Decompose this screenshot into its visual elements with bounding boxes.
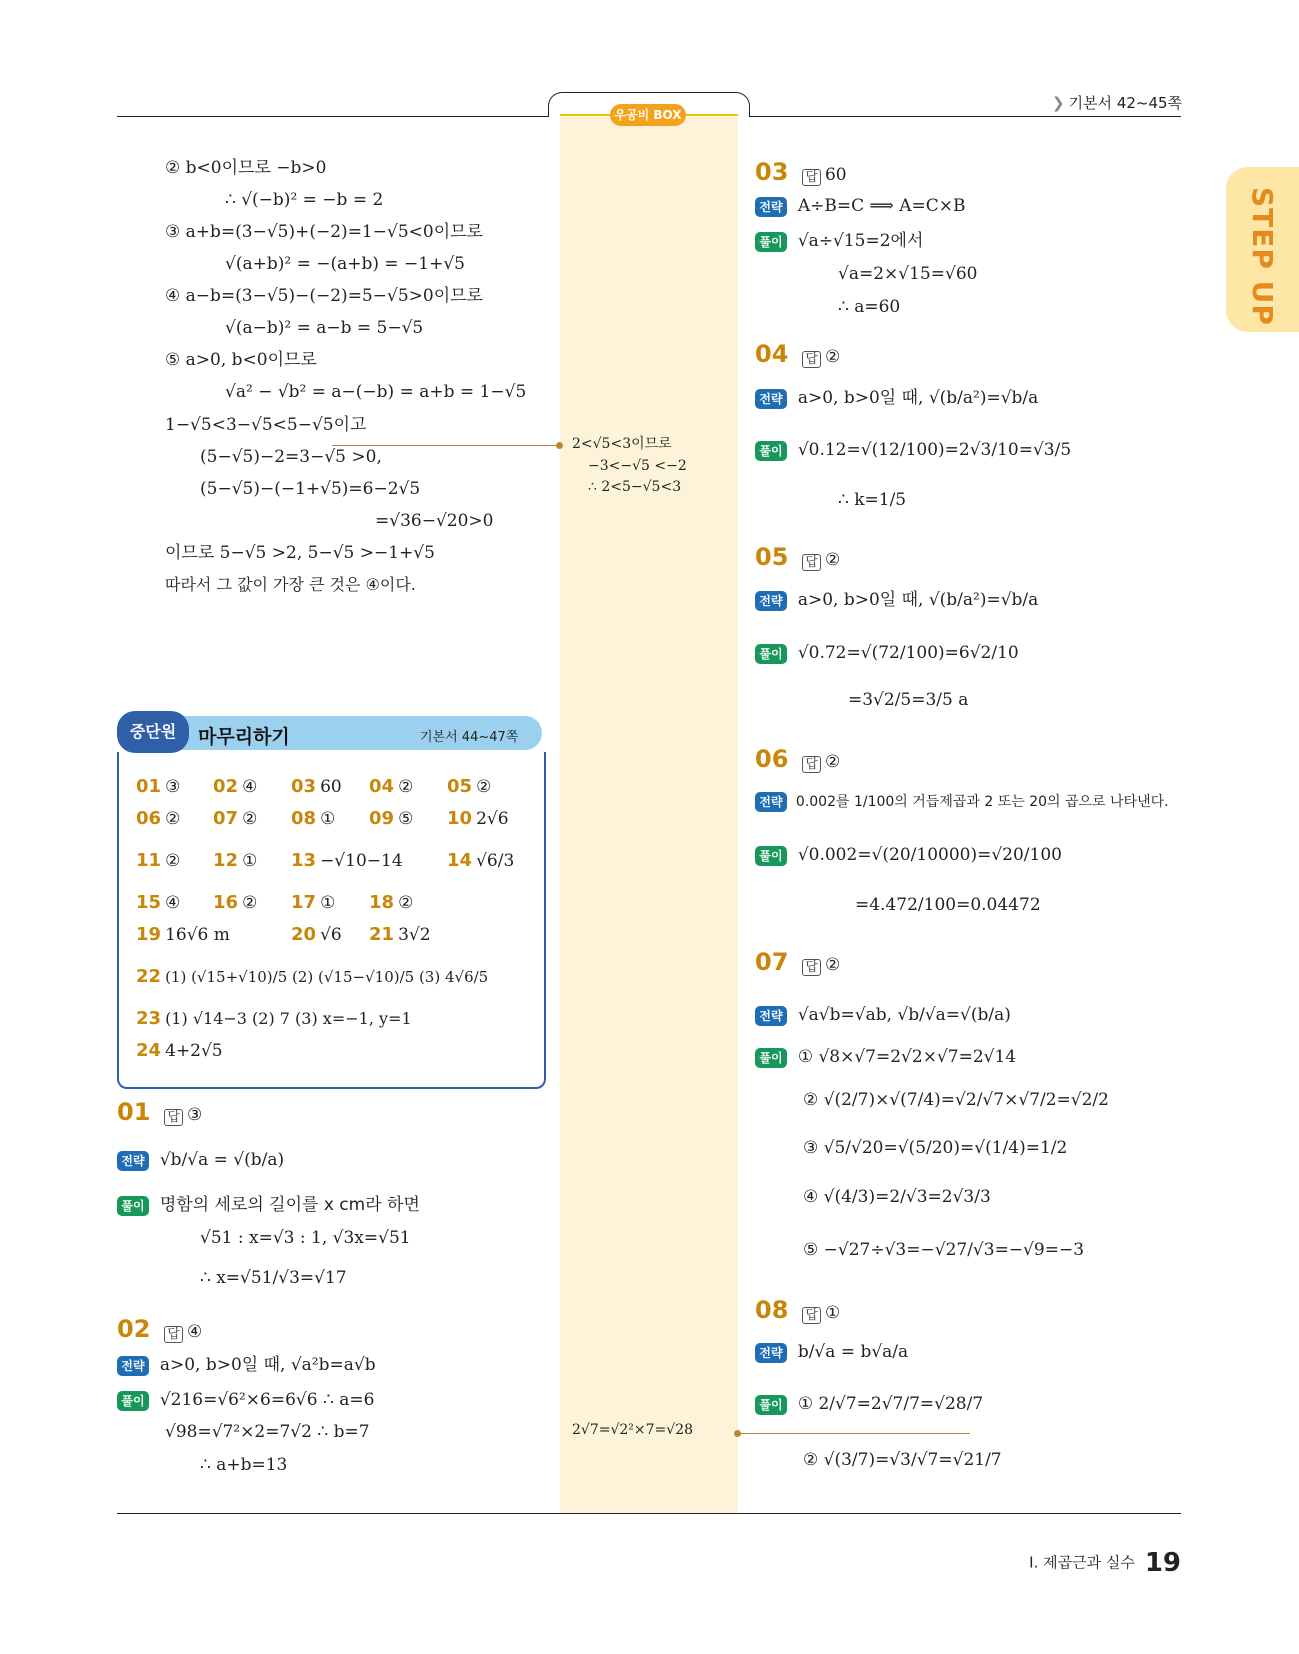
problem-03-strategy xyxy=(755,196,966,217)
ans-val: ② xyxy=(476,777,492,797)
strategy-tag: 전략 xyxy=(755,792,787,812)
strategy-text: a>0, b>0일 때, √(b/a²)=√b/a xyxy=(797,388,1039,408)
ans-num: 19 xyxy=(136,924,162,945)
ans-val: ① xyxy=(242,851,258,871)
problem-01-header xyxy=(117,1098,202,1126)
ans-num: 13 xyxy=(291,850,317,871)
solution-line: ④ √(4/3)=2/√3=2√3/3 xyxy=(803,1187,991,1207)
review-reference: 기본서 44~47쪽 xyxy=(420,730,519,745)
answer-icon: 답 xyxy=(802,1307,821,1324)
problem-03-header xyxy=(755,158,847,186)
note-line: −3<−√5 <−2 xyxy=(588,457,687,474)
connector-line xyxy=(738,1433,970,1434)
problem-02-solution xyxy=(117,1390,374,1411)
problem-05-strategy xyxy=(755,590,1038,611)
review-answer xyxy=(213,808,257,829)
center-note-column xyxy=(560,117,738,1513)
problem-07-header xyxy=(755,948,840,976)
review-answer xyxy=(213,892,257,913)
strategy-text: 0.002를 1/100의 거듭제곱과 2 또는 20의 곱으로 나타낸다. xyxy=(795,794,1169,810)
problem-03-solution xyxy=(755,231,923,252)
answer-value: ④ xyxy=(186,1322,203,1342)
page-footer xyxy=(1029,1548,1181,1578)
problem-08-header xyxy=(755,1296,840,1324)
solution-line: ∴ a=60 xyxy=(838,297,901,317)
problem-01-solution xyxy=(117,1195,420,1216)
ans-num: 03 xyxy=(291,776,317,797)
ans-num: 12 xyxy=(213,850,239,871)
ans-num: 11 xyxy=(136,850,162,871)
note-line: 2<√5<3이므로 xyxy=(572,436,672,452)
solution-line: √0.002=√(20/10000)=√20/100 xyxy=(797,845,1062,865)
ans-num: 20 xyxy=(291,924,317,945)
review-answer xyxy=(136,1040,223,1061)
review-answer xyxy=(213,776,257,797)
solution-line: =3√2/5=3/5 a xyxy=(848,690,969,710)
problem-05-solution xyxy=(755,643,1019,664)
problem-07-solution xyxy=(755,1047,1016,1068)
problem-08-solution xyxy=(755,1394,983,1415)
sol-line: 이므로 5−√5 >2, 5−√5 >−1+√5 xyxy=(165,543,435,563)
ans-num: 08 xyxy=(291,808,317,829)
sol-line: 1−√5<3−√5<5−√5이고 xyxy=(165,415,367,435)
problem-04-solution xyxy=(755,440,1071,461)
solution-tag: 풀이 xyxy=(755,1395,787,1415)
solution-line: ③ √5/√20=√(5/20)=√(1/4)=1/2 xyxy=(803,1138,1068,1158)
strategy-text: b/√a = b√a/a xyxy=(797,1342,909,1362)
answer-icon: 답 xyxy=(164,1326,183,1343)
problem-number: 08 xyxy=(755,1296,789,1324)
sol-line: √(a+b)² = −(a+b) = −1+√5 xyxy=(225,254,466,274)
ans-val: ② xyxy=(165,809,181,829)
strategy-tag: 전략 xyxy=(755,1343,787,1363)
sol-line: ∴ √(−b)² = −b = 2 xyxy=(225,190,384,210)
review-answer xyxy=(369,808,413,829)
header-ref-text: 기본서 42~45쪽 xyxy=(1068,94,1183,112)
review-answer xyxy=(369,776,413,797)
connector-dot xyxy=(734,1430,741,1437)
solution-line: √0.12=√(12/100)=2√3/10=√3/5 xyxy=(797,440,1072,460)
ans-val: ① xyxy=(320,893,336,913)
solution-tag: 풀이 xyxy=(755,232,787,252)
solution-line: ① 2/√7=2√7/7=√28/7 xyxy=(797,1394,984,1414)
answer-icon: 답 xyxy=(164,1109,183,1126)
ans-val: ① xyxy=(320,809,336,829)
answer-value: ② xyxy=(824,752,841,772)
chevron-right-icon: ❯ xyxy=(1052,94,1065,112)
problem-02-strategy xyxy=(117,1355,376,1376)
sol-line: ④ a−b=(3−√5)−(−2)=5−√5>0이므로 xyxy=(165,286,483,306)
review-answer xyxy=(291,924,342,945)
solution-line: ① √8×√7=2√2×√7=2√14 xyxy=(797,1047,1017,1067)
answer-icon: 답 xyxy=(802,169,821,186)
ans-val: ④ xyxy=(165,893,181,913)
solution-tag: 풀이 xyxy=(117,1391,149,1411)
answer-icon: 답 xyxy=(802,756,821,773)
problem-08-strategy xyxy=(755,1342,908,1363)
center-note-1 xyxy=(572,434,687,499)
answer-value: ② xyxy=(824,347,841,367)
strategy-text: a>0, b>0일 때, √(b/a²)=√b/a xyxy=(797,590,1039,610)
ans-val: ② xyxy=(398,893,414,913)
review-answer-box xyxy=(117,752,546,1089)
problem-06-solution xyxy=(755,845,1062,866)
page-number: 19 xyxy=(1144,1548,1181,1578)
strategy-text: a>0, b>0일 때, √a²b=a√b xyxy=(159,1355,376,1375)
ans-val: √6 xyxy=(320,925,342,945)
strategy-tag: 전략 xyxy=(755,389,787,409)
ans-val: ⑤ xyxy=(398,809,414,829)
answer-value: ② xyxy=(824,955,841,975)
answer-value: ③ xyxy=(186,1105,203,1125)
ans-val: ② xyxy=(165,851,181,871)
solution-line: √98=√7²×2=7√2 ∴ b=7 xyxy=(165,1422,370,1442)
strategy-tag: 전략 xyxy=(117,1151,149,1171)
solution-tag: 풀이 xyxy=(117,1196,149,1216)
ans-val: 2√6 xyxy=(476,809,509,829)
ans-val: ② xyxy=(398,777,414,797)
review-answer xyxy=(136,924,230,945)
ans-num: 06 xyxy=(136,808,162,829)
review-answer xyxy=(447,850,514,871)
ans-val: 60 xyxy=(320,777,342,797)
ans-num: 23 xyxy=(136,1008,162,1029)
problem-number: 06 xyxy=(755,745,789,773)
solution-line: √a÷√15=2에서 xyxy=(797,231,924,251)
strategy-text: A÷B=C ⟹ A=C×B xyxy=(797,196,966,216)
ans-num: 07 xyxy=(213,808,239,829)
strategy-tag: 전략 xyxy=(755,197,787,217)
problem-04-strategy xyxy=(755,388,1038,409)
sol-line: ② b<0이므로 −b>0 xyxy=(165,158,327,178)
solution-line: ② √(2/7)×√(7/4)=√2/√7×√7/2=√2/2 xyxy=(803,1090,1109,1110)
solution-tag: 풀이 xyxy=(755,1048,787,1068)
ans-num: 21 xyxy=(369,924,395,945)
ans-val: −√10−14 xyxy=(320,851,403,871)
review-answer xyxy=(213,850,257,871)
solution-line: √216=√6²×6=6√6 ∴ a=6 xyxy=(159,1390,375,1410)
answer-icon: 답 xyxy=(802,554,821,571)
solution-line: ∴ x=√51/√3=√17 xyxy=(200,1268,347,1288)
solution-tag: 풀이 xyxy=(755,846,787,866)
solution-line: √a=2×√15=√60 xyxy=(838,264,978,284)
review-label: 중단원 xyxy=(117,711,189,753)
ans-num: 04 xyxy=(369,776,395,797)
problem-number: 03 xyxy=(755,158,789,186)
ans-num: 16 xyxy=(213,892,239,913)
solution-line: =4.472/100=0.04472 xyxy=(855,895,1041,915)
solution-line: ⑤ −√27÷√3=−√27/√3=−√9=−3 xyxy=(803,1240,1085,1260)
sol-line: (5−√5)−(−1+√5)=6−2√5 xyxy=(200,479,421,499)
review-title: 마무리하기 xyxy=(198,726,290,748)
ans-num: 09 xyxy=(369,808,395,829)
ans-val: ② xyxy=(242,809,258,829)
sol-line: =√36−√20>0 xyxy=(375,511,494,531)
ans-num: 01 xyxy=(136,776,162,797)
problem-02-header xyxy=(117,1315,202,1343)
solution-line: ② √(3/7)=√3/√7=√21/7 xyxy=(803,1450,1002,1470)
ans-val: (1) √14−3 (2) 7 (3) x=−1, y=1 xyxy=(165,1009,412,1028)
solution-line: 명함의 세로의 길이를 x cm라 하면 xyxy=(159,1195,420,1215)
solution-tag: 풀이 xyxy=(755,441,787,461)
ans-num: 15 xyxy=(136,892,162,913)
ans-val: √6/3 xyxy=(476,851,515,871)
sol-line: (5−√5)−2=3−√5 >0, xyxy=(200,447,382,467)
problem-07-strategy xyxy=(755,1005,1011,1026)
step-up-tab xyxy=(1226,167,1299,332)
review-answer xyxy=(136,892,180,913)
ans-val: 3√2 xyxy=(398,925,431,945)
solution-line: √0.72=√(72/100)=6√2/10 xyxy=(797,643,1019,663)
note-line: ∴ 2<5−√5<3 xyxy=(588,479,682,496)
ans-val: ③ xyxy=(165,777,181,797)
review-answer xyxy=(136,850,180,871)
ans-val: ② xyxy=(242,893,258,913)
review-answer xyxy=(136,966,488,987)
connector-dot xyxy=(556,442,563,449)
ans-num: 24 xyxy=(136,1040,162,1061)
sol-line: √a² − √b² = a−(−b) = a+b = 1−√5 xyxy=(225,382,527,402)
solution-line: √51 : x=√3 : 1, √3x=√51 xyxy=(200,1228,411,1248)
header-reference xyxy=(1052,92,1182,113)
strategy-text: √b/√a = √(b/a) xyxy=(159,1150,285,1170)
problem-05-header xyxy=(755,543,840,571)
review-answer xyxy=(447,776,491,797)
ans-val: 16√6 m xyxy=(165,925,230,945)
answer-value: ① xyxy=(824,1303,841,1323)
answer-icon: 답 xyxy=(802,959,821,976)
answer-value: ② xyxy=(824,550,841,570)
solution-tag: 풀이 xyxy=(755,644,787,664)
solution-line: ∴ a+b=13 xyxy=(200,1455,288,1475)
review-answer xyxy=(291,850,403,871)
review-answer xyxy=(369,924,431,945)
strategy-tag: 전략 xyxy=(117,1356,149,1376)
problem-06-strategy xyxy=(755,792,1169,812)
problem-number: 05 xyxy=(755,543,789,571)
ans-val: ④ xyxy=(242,777,258,797)
ans-num: 14 xyxy=(447,850,473,871)
ans-val: 4+2√5 xyxy=(165,1041,223,1061)
ans-num: 05 xyxy=(447,776,473,797)
step-up-label: STEP UP xyxy=(1246,187,1279,326)
ans-num: 17 xyxy=(291,892,317,913)
strategy-tag: 전략 xyxy=(755,1006,787,1026)
answer-value: 60 xyxy=(824,165,847,185)
problem-number: 07 xyxy=(755,948,789,976)
sol-line: √(a−b)² = a−b = 5−√5 xyxy=(225,318,424,338)
ans-val: (1) (√15+√10)/5 (2) (√15−√10)/5 (3) 4√6/5 xyxy=(165,968,489,986)
review-answer xyxy=(291,808,335,829)
review-answer xyxy=(291,892,335,913)
problem-number: 02 xyxy=(117,1315,151,1343)
problem-number: 01 xyxy=(117,1098,151,1126)
connector-line xyxy=(332,445,558,446)
ans-num: 18 xyxy=(369,892,395,913)
answer-icon: 답 xyxy=(802,351,821,368)
center-note-2: 2√7=√2²×7=√28 xyxy=(572,1422,694,1438)
ans-num: 02 xyxy=(213,776,239,797)
problem-04-header xyxy=(755,340,840,368)
sol-line: ③ a+b=(3−√5)+(−2)=1−√5<0이므로 xyxy=(165,222,483,242)
review-answer xyxy=(136,776,180,797)
review-answer xyxy=(369,892,413,913)
solution-line: ∴ k=1/5 xyxy=(838,490,907,510)
chapter-title: I. 제곱근과 실수 xyxy=(1029,1553,1135,1572)
review-answer xyxy=(136,808,180,829)
problem-06-header xyxy=(755,745,840,773)
problem-number: 04 xyxy=(755,340,789,368)
footer-rule xyxy=(117,1513,1181,1514)
sol-line: 따라서 그 값이 가장 큰 것은 ④이다. xyxy=(165,575,416,594)
box-badge: 우공비 BOX xyxy=(610,104,686,126)
ans-num: 10 xyxy=(447,808,473,829)
problem-01-strategy xyxy=(117,1150,284,1171)
review-answer xyxy=(447,808,509,829)
sol-line: ⑤ a>0, b<0이므로 xyxy=(165,350,317,370)
ans-num: 22 xyxy=(136,966,162,987)
review-answer xyxy=(291,776,342,797)
review-answer xyxy=(136,1008,412,1029)
strategy-tag: 전략 xyxy=(755,591,787,611)
strategy-text: √a√b=√ab, √b/√a=√(b/a) xyxy=(797,1005,1011,1025)
